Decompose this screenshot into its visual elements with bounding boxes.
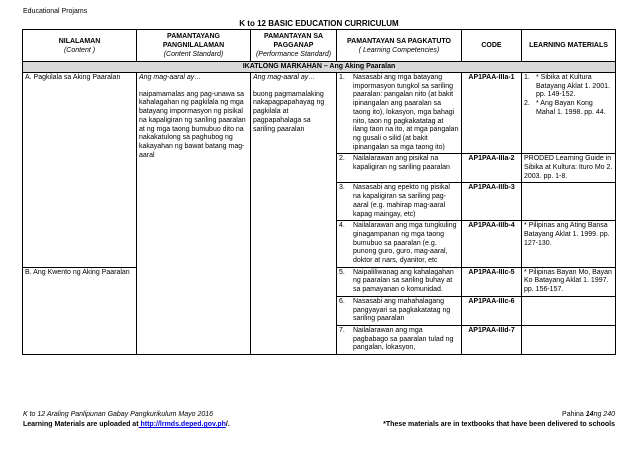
materials-cell: 1. * Sibika at Kultura Batayang Aklat 1. 2001. pp. 149-152. 2. * Ang Bayan Kong Mahal 1. 1998. pp. 44.	[522, 73, 616, 154]
header-learning-materials: LEARNING MATERIALS	[522, 30, 616, 62]
materials-cell	[522, 183, 616, 221]
competency-cell: 6. Nasasabi ang mahahalagang pangyayari sa pagkakatatag ng sariling paaralan	[337, 296, 462, 325]
content-standard-text: naipamamalas ang pag-unawa sa kahalagahan ng pagkilala ng mga batayang impormasyon ng pisikal na kapaligiran ng sariling paaralan at ng mga taong bumubuo dito na nakakatulong sa paghubog ng kakayahan ng bawat batang mag-aaral	[139, 90, 246, 159]
header-performance-standard: PAMANTAYAN SA PAGGANAP (Performance Standard)	[251, 30, 337, 62]
materials-cell	[522, 325, 616, 354]
code-cell: AP1PAA-IIIc-6	[462, 296, 522, 325]
document-title: K to 12 BASIC EDUCATION CURRICULUM	[239, 19, 399, 28]
competency-text: Nailalarawan ang mga tungkuling ginagampanan ng mga taong bumubuo sa paaralan (e.g. punong guro, guro, mag-aaral, doktor at nars, dyanitor, etc	[353, 222, 457, 265]
content-b: B. Ang Kwento ng Aking Paaralan	[23, 267, 137, 354]
materials-cell: * Pilipinas ang Ating Bansa Batayang Aklat 1. 1999. pp. 127-130.	[522, 221, 616, 268]
competency-text: Naipaliliwanag ang kahalagahan ng paaralan sa sariling buhay at sa pamayanan o komunidad.	[353, 268, 454, 294]
competency-text: Nasasabi ang mga batayang impormasyon tungkol sa sariling paaralan: pangalan nito (at bakit ipinangalan ang paaralan sa taong ito), lokasyon, mga bahagi nito, taon ng pagkakatatag at ilang taon na ito, at mga pangalan ng gusali o silid (at bakit ipinangalan sa mga taong ito)	[353, 74, 459, 151]
header-note: Educational Projams	[23, 8, 88, 15]
materials-cell	[522, 296, 616, 325]
code-cell: AP1PAA-IIIb-3	[462, 183, 522, 221]
material-item: * Sibika at Kultura Batayang Aklat 1. 2001. pp. 149-152.	[536, 74, 610, 99]
competency-cell: 1. Nasasabi ang mga batayang impormasyon tungkol sa sariling paaralan: pangalan nito (at bakit ipinangalan ang paaralan sa taong ito), lokasyon, mga bahagi nito, taon ng pagkakatatag at ilang taon na ito, at mga pangalan ng gusali o silid (at bakit ipinangalan sa mga taong ito)	[337, 73, 462, 154]
code-cell: AP1PAA-IIIb-4	[462, 221, 522, 268]
competency-cell: 4. Nailalarawan ang mga tungkuling ginagampanan ng mga taong bumubuo sa paaralan (e.g. punong guro, guro, mag-aaral, doktor at nars, dyanitor, etc	[337, 221, 462, 268]
page-number: Pahina 14ng 240	[562, 411, 615, 418]
performance-standard-lead: Ang mag-aaral ay…	[253, 74, 316, 81]
competency-text: Nailalarawan ang mga pagbabago sa paaralan tulad ng pangalan, lokasyon,	[353, 326, 454, 352]
performance-standard-text: buong pagmamalaking nakapagpapahayag ng pagkilala at pagpapahalaga sa sariling paaralan	[253, 90, 325, 133]
competency-text: Nasasabi ang mahahalagang pangyayari sa pagkakatatag ng sariling paaralan	[353, 297, 451, 323]
header-code: CODE	[462, 30, 522, 62]
code-cell: AP1PAA-IIIa-2	[462, 154, 522, 183]
code-cell: AP1PAA-IIId-7	[462, 325, 522, 354]
competency-cell: 7. Nailalarawan ang mga pagbabago sa paaralan tulad ng pangalan, lokasyon,	[337, 325, 462, 354]
performance-standard-cell	[251, 73, 337, 355]
code-cell: AP1PAA-IIIa-1	[462, 73, 522, 154]
footer-guide: K to 12 Araling Panlipunan Gabay Pangkurikulum Mayo 2016	[23, 411, 214, 418]
content-standard-lead: Ang mag-aaral ay…	[139, 74, 202, 81]
competency-cell: 3. Nasasabi ang epekto ng pisikal na kapaligiran sa sariling pag-aaral (e.g. mahirap mag-aaral kapag maingay, etc)	[337, 183, 462, 221]
header-learning-competencies: PAMANTAYAN SA PAGKATUTO ( Learning Competencies)	[337, 30, 462, 62]
competency-text: Nasasabi ang epekto ng pisikal na kapaligiran sa sariling pag-aaral (e.g. mahirap mag-aaral kapag maingay, etc)	[353, 184, 450, 218]
materials-cell: * Pilipinas Bayan Mo, Bayan Ko Batayang Aklat 1. 1997. pp. 156-157.	[522, 267, 616, 296]
lrmds-link[interactable]: http://lrmds.deped.gov.ph	[138, 421, 226, 428]
footer-textbook-note: *These materials are in textbooks that have been delivered to schools	[383, 421, 615, 428]
content-a: A. Pagkilala sa Aking Paaralan	[23, 73, 137, 268]
code-cell: AP1PAA-IIIc-5	[462, 267, 522, 296]
material-item: * Ang Bayan Kong Mahal 1. 1998. pp. 44.	[536, 100, 606, 116]
table-row	[23, 73, 616, 154]
quarter-title: IKATLONG MARKAHAN – Ang Aking Paaralan	[23, 62, 616, 73]
header-content-standard: PAMANTAYANG PANGNILALAMAN (Content Standard)	[137, 30, 251, 62]
table-header-row	[23, 30, 616, 62]
competency-text: Nailalarawan ang pisikal na kapaligiran ng sariling paaralan	[353, 155, 450, 172]
footer-upload-note: Learning Materials are uploaded at http://lrmds.deped.gov.ph/.	[23, 421, 230, 428]
header-nilalaman: NILALAMAN (Content )	[23, 30, 137, 62]
curriculum-table	[22, 29, 616, 355]
content-standard-cell	[137, 73, 251, 355]
competency-cell: 5. Naipaliliwanag ang kahalagahan ng paaralan sa sariling buhay at sa pamayanan o komunidad.	[337, 267, 462, 296]
competency-cell: 2. Nailalarawan ang pisikal na kapaligiran ng sariling paaralan	[337, 154, 462, 183]
materials-cell: PRODED Learning Guide in Sibika at Kultura: Ituro Mo 2. 2003. pp. 1-8.	[522, 154, 616, 183]
quarter-row	[23, 62, 616, 73]
